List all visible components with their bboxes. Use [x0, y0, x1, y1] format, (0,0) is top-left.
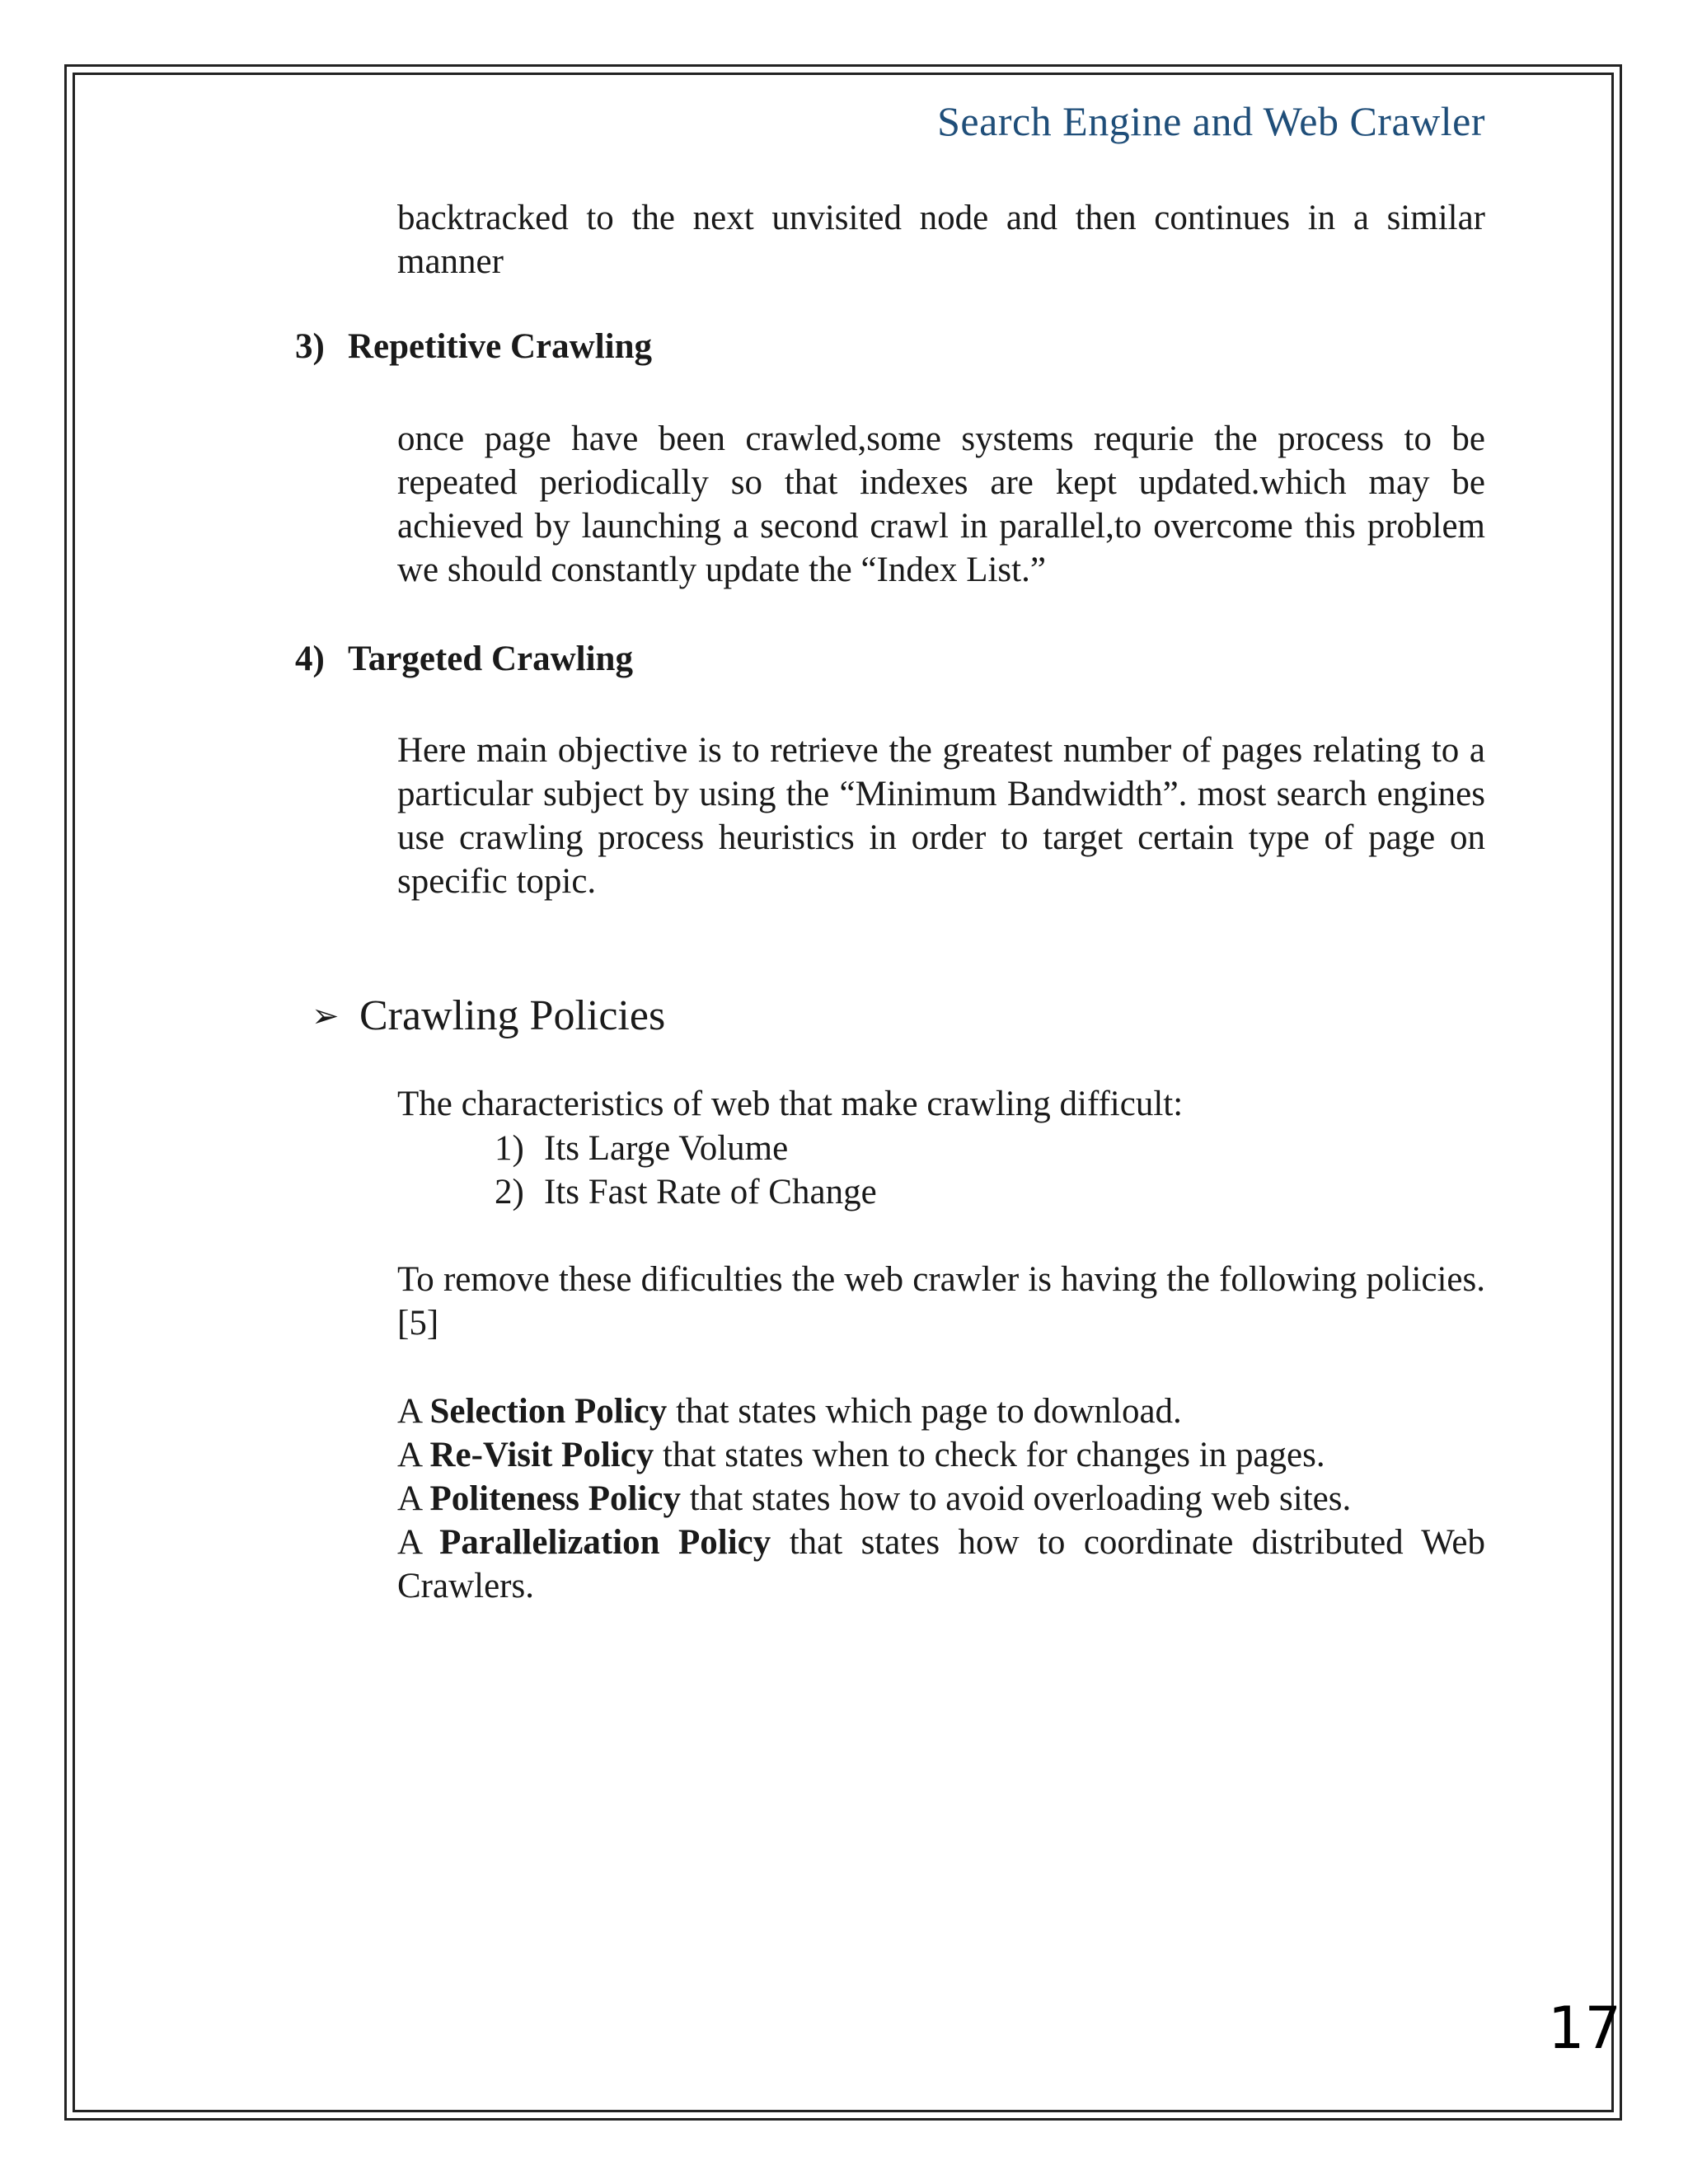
policies-list	[397, 1390, 1485, 1608]
page-number: 17	[1548, 1994, 1622, 2062]
policy-parallelization: A Parallelization Policy that states how to coordinate distributed Web Crawlers.	[397, 1523, 1486, 1605]
policy-name: Selection Policy	[429, 1392, 668, 1431]
targeted-crawling-body: Here main objective is to retrieve the greatest number of pages relating to a particular subject by using the “Minimum Bandwidth”. most search engines use crawling process heuristics in order to target certain type of page on specific topic.	[397, 731, 1485, 901]
heading-repetitive-crawling	[295, 326, 652, 367]
characteristics-list	[495, 1127, 877, 1214]
policy-name: Parallelization Policy	[439, 1523, 771, 1562]
policy-selection: A Selection Policy that states which page to download.	[397, 1392, 1182, 1431]
repetitive-crawling-body: once page have been crawled,some systems requrie the process to be repeated periodically so that indexes are kept updated.which may be achieved by launching a second crawl in parallel,to overcome this problem we should constantly update the “Index List.”	[397, 419, 1485, 589]
heading-targeted-crawling	[295, 639, 633, 679]
heading-number: 4)	[295, 640, 325, 678]
characteristics-intro: The characteristics of web that make crawling difficult:	[397, 1085, 1184, 1123]
section-title: Crawling Policies	[359, 992, 666, 1039]
running-header: Search Engine and Web Crawler	[937, 98, 1485, 144]
section-crawling-policies	[312, 991, 665, 1040]
heading-text: Targeted Crawling	[348, 640, 633, 678]
list-item: 1) Its Large Volume	[495, 1129, 789, 1168]
heading-text: Repetitive Crawling	[348, 327, 653, 366]
policies-intro: To remove these dificulties the web crawler is having the following policies. [5]	[397, 1260, 1485, 1343]
policy-revisit: A Re-Visit Policy that states when to check for changes in pages.	[397, 1436, 1325, 1474]
heading-number: 3)	[295, 327, 325, 366]
arrow-bullet-icon: ➢	[312, 996, 340, 1035]
policy-politeness: A Politeness Policy that states how to avoid overloading web sites.	[397, 1479, 1352, 1518]
list-item: 2) Its Fast Rate of Change	[495, 1173, 877, 1212]
intro-paragraph: backtracked to the next unvisited node and then continues in a similar manner	[397, 199, 1485, 281]
policy-name: Politeness Policy	[429, 1479, 681, 1518]
policy-name: Re-Visit Policy	[429, 1436, 654, 1474]
